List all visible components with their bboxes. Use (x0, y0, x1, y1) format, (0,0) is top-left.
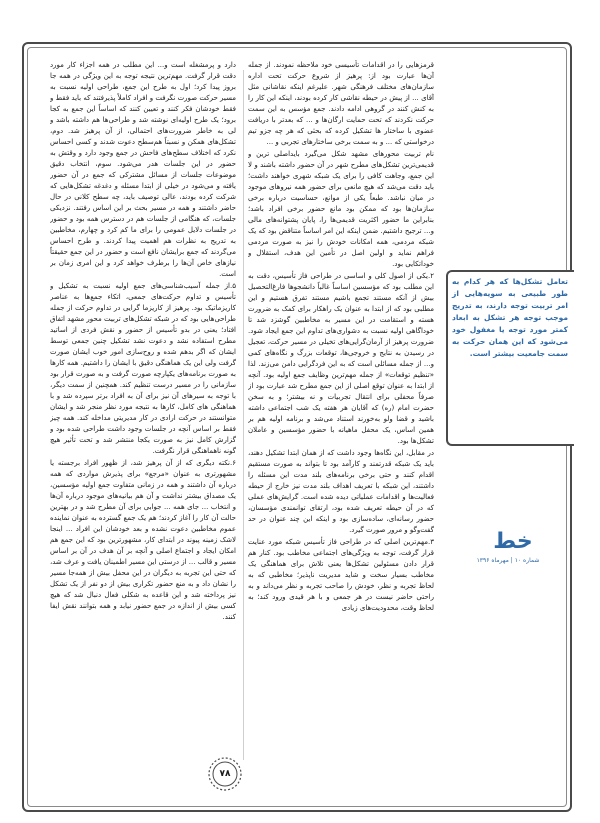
issue-date: شماره ۱۰ | مهرماه ۱۳۹۶ (476, 557, 540, 564)
magazine-logo (488, 528, 538, 552)
paragraph: ۳.مهم‌ترین اصلی که در طراحی فاز تأسیس شبکه مورد عنایت قرار گرفت، توجه به ویژگی‌های اجتماعی مخاطب بود. کنار هم قرار دادن مسئولین تشکل‌ها یعنی تلاش برای هماهنگی یک مخاطب بسیار سخت و شاید مدیریت ناپذیر؛ مخاطبی که به لحاظ تجربه و نظر، خودش را صاحب تجربه و نظر می‌داند و به راحتی حاضر نیست در هر جمعی و با هر قیدی ورود کند؛ به لحاظ وقت، محدودیت‌های زیادی (248, 538, 434, 612)
paragraph: ۵.از جمله آسیب‌شناسی‌های جمع اولیه نسبت به تشکیل و تأسیس و تداوم حرکت‌های جمعی، اتکاء جمع‌ها به عناصر کاریزماتیک بود. پرهیز از کاریزما گرایی در تداوم حرکت از جمله طراحی‌هایی بود که در شبکه تشکل‌های تربیت محور مشهد اتفاق افتاد؛ یعنی در بدو تأسیس از حضور و نقش فردی از اساتید مطرح استفاده نشد و دعوت نشد تشکیل چنین جمعی توسط ایشان که اگر بدهم شده و روح‌سازی امور خوب ایشان صورت گرفت ولی این یک هماهنگی دقیق با ایشان را داشتیم. همه کارها به صورت برنامه‌های یکپارچه صورت گرفت و به صورت قرار بود سازمانی را در مسیر درست تنظیم کند. همچنین از سمت دیگر، با توجه به سیرهای آن نیز برای آن به افراد برتر سپرده شد و با هماهنگی های کامل، کارها به نتیجه مورد نظر منجر شد و ایشان متوانستند در حرکت ارادی در کار مدیریتی مداخله کند. همه چیز فقط بر اساس آنچه در جلسات وجود داشت طراحی شده بود و گزارش کامل نیز به صورت یکجا منتشر شد و تحت تأثیر هیچ گونه ناهماهنگی قرار نگرفت. (50, 282, 236, 455)
paragraph: در مقابل، این نگاه‌ها وجود داشت که از همان ابتدا تشکیل دهند، باید یک شبکه قدرتمند و کارآمد بود تا بتواند به صورت مستقیم اقدام کنند و حتی برخی برنامه‌های بلند مدت این مسئله را داشتند، این شبکه با تعریف اهداف بلند مدت نیز خارج از حیطه فعالیت‌ها و اقدامات عملیاتی دیده شده است. گرایش‌های عملی که در آن حیطه تعریف شده بود، ارتقای توانمندی مؤسسان، حضور رسانه‌ای، ساده‌سازی بود و اینکه این چند عنوان در حد گفت‌وگو و مرور صورت گیرد. (248, 449, 434, 534)
paragraph: ۶.نکته دیگری که از آن پرهیز شد، از ظهور افراد برجسته یا مشهورتری به عنوان «مرجع» برای پذیرش مواردی که همه درباره آن داشتند و همه در زمانی متفاوت جمع اولیه مؤسسین، یک مصداق بیشتر نداشت و آن هم بیانیه‌های موجود درباره آن‌ها و انتخاب ... جای همه ... جوابی برای آن مطرح شد و در بهترین حالت آن کار را آغاز کردند؛ هم یک جمع گسترده به عنوان نماینده عموم مخاطبین دعوت نشده و بعد خودشان این افراد ... اینجا لاشک زمینه پیوند در ابتدای کار، مشهورترین بود که این جمع هم امکان ایجاد و اجتماع اصلی و آنچه بر آن هدف در آن بر اساس مسیر و قالب ... از درستی این مسیر اطمینان یافت و عرف شد، که حتی این تجربه به دیگران در این محفل بیش از همه‌جا مسیر را نشان داد و به منع حضور تکراری بیش از دو نفر از یک تشکل نیز پرداخته شد و این قاعده به شکلی فعال دنبال شد که هیچ کسی بیش از اندازه در جمع حضور نیابد و همه بتوانند نقش ایفا کنند. (50, 459, 236, 621)
right-column (248, 60, 434, 765)
page-number: ۷۸ (219, 769, 231, 779)
paragraph: قرمزهایی را در اقدامات تأسیسی خود ملاحظه نمودند. از جمله آن‌ها عبارت بود از: پرهیز از شروع حرکت تحت اداره سازمان‌های مختلف فرهنگی شهر. علیرغم اینکه نقاشانی مثل آقای ... از پیش در حیطه نقاشی کار کرده بودند، اینکه این کار را به کنش کنند در گروهی ادامه دادند. جمع مؤسس به این سمت حرکت نکردند که تحت حمایت ارگان‌ها و ... که بعدتر با دریافت عضوی با ساختار ها تشکیل کرده که بحثی که هر چه جزو تیم درخواستی که ... و به سمت برخی ساختارهای تجربی و ... (248, 61, 434, 146)
magazine-logo-text: خط (493, 529, 533, 552)
left-column (50, 60, 236, 765)
paragraph: دارد و پرمشغله است و... این مطلب در همه اجزاء کار مورد دقت قرار گرفت. مهم‌ترین نتیجه توجه به این ویژگی در همه جا بروز پیدا کرد؛ اول به طرح این جمع، طراحی اولیه نسبت به مسیر حرکت صورت نگرفت و افراد کاملاً پذیرفتند که باید فقط و فقط خودشان فکر کنند و تعیین کنند که اساساً این جمع به کجا برود؛ یک طرح اولیه‌ای نوشته شد و طراحی‌ها هم داشته باشد و لی به خاطر ضرورت‌های احتمالی، از آن پرهیز شد. دوم، تشکل‌های همکن و نسبتاً هم‌سطح دعوت شدند و کسی احساس نکرد که اختلاف سطح‌های فاحش در جمع وجود دارد و وقتش به حضور در این جلسات هدر می‌شود. سوم، انتخاب دقیق موضوعات جلسات از مسائل مشترکی که جمع در آن حضور یافته و می‌شود در خیلی از ابتدا مسئله و دغدغه تشکل‌هایی که شرکت کرده بودند، عالی توصیف باید، چه سطح کلانی در حال حاضر داشتند و همه در مسیر بحث بر این اساس رفتند. نزدیکی جلسات، که هنگامی از جلسات هم در دسترس همه بود و حضور در جلسات دلایل عمومی را برای ما کم کرد و چهارم، مخاطبین به تدریج به نظرات هم اهمیت پیدا کردند. و طرح احساس می‌گردند که جمع برایشان نافع است و حضور در این جمع حقیقتاً نیازهای خاص آن‌ها را برطرف خواهد کرد و این امری زمان بر است. (50, 61, 236, 278)
column-divider (243, 70, 244, 760)
paragraph: ۲.یکی از اصول کلی و اساسی در طراحی فاز تأسیس، دقت به این مطلب بود که مؤسسین اساساً غالباً دانشجوها فارغ‌التحصیل بیش از آنکه مستند تجمع باشیم مستند تفرق هستیم و این مطلبی بود که از ابتدا به عنوان یک راهکار برای کمک به ضرورت هسته و استقامت در این مسیر به مخاطبین گوشزد شد تا خوداگاهی اولیه نسبت به دشواری‌های تداوم این جمع ایجاد شود. ضرورت پرهیز از آرمان‌گرایی‌های تخیلی در مسیر حرکت، تعجیل در رسیدن به نتایج و خروجی‌ها، توقعات بزرگ و نگاه‌های کمی و... از جمله مسائلی است که به این فردگرایی دامن می‌زند. لذا «تنظیم توقعات» از جمله مهم‌ترین وظایف جمع اولیه بود. آنچه از ابتدا به عنوان توقع اصلی از این جمع مطرح شد عبارت بود از صرفاً محفلی برای انتقال تجربیات و نه بیشتر؛ و به سخن حضرت امام (ره) که آقایان هر هفته یک شب اجتماعی داشته باشید و قضا ولو به‌خورند استناد می‌شد و برنامه اولیه هم بر همین اساس، یک محفل ماهیانه با حضور مؤسسین و عاملان تشکل‌ها بود. (248, 272, 434, 445)
pullquote-text: تعامل تشکل‌ها که هر کدام به طور طبیعی به سویه‌هایی از امر تربیت توجه دارند، به تدریج موجب توجه هر تشکل به ابعاد کمتر مورد توجه یا مغفول خود می‌شود که این همان حرکت به سمت جامعیت بیشتر است. (452, 277, 568, 358)
paragraph: نام تربیت محورهای مشهد شکل می‌گیرد بایداصلی ترین و قدیمی‌ترین تشکل‌های مطرح شهر در آن حضور داشته باشند و لا این جمع، وجاهت کافی را برای یک شبکه شهری خواهند داشت؛ باید دقت می‌شد که هیچ مانعی برای حضور همه نیروهای موجود در میان نباشد. طبعاً یکی از موانع، حساسیت درباره برخی سازمان‌ها بود که ممکن بود مانع حضور برخی افراد باشد؛ بنابراین ما حضور اکثریت قدیمی‌ها را، پایان پشتوانه‌های مالی و... ترجیح داشتیم. ضمن اینکه این امر اساساً متناقض بود که یک شبکه مردمی، همه امکانات خودش را نیز به صورت مردمی فراهم نماید و اولین اصل در تأمین این هدف، استقلال و خوداتکایی بود. (248, 150, 434, 268)
